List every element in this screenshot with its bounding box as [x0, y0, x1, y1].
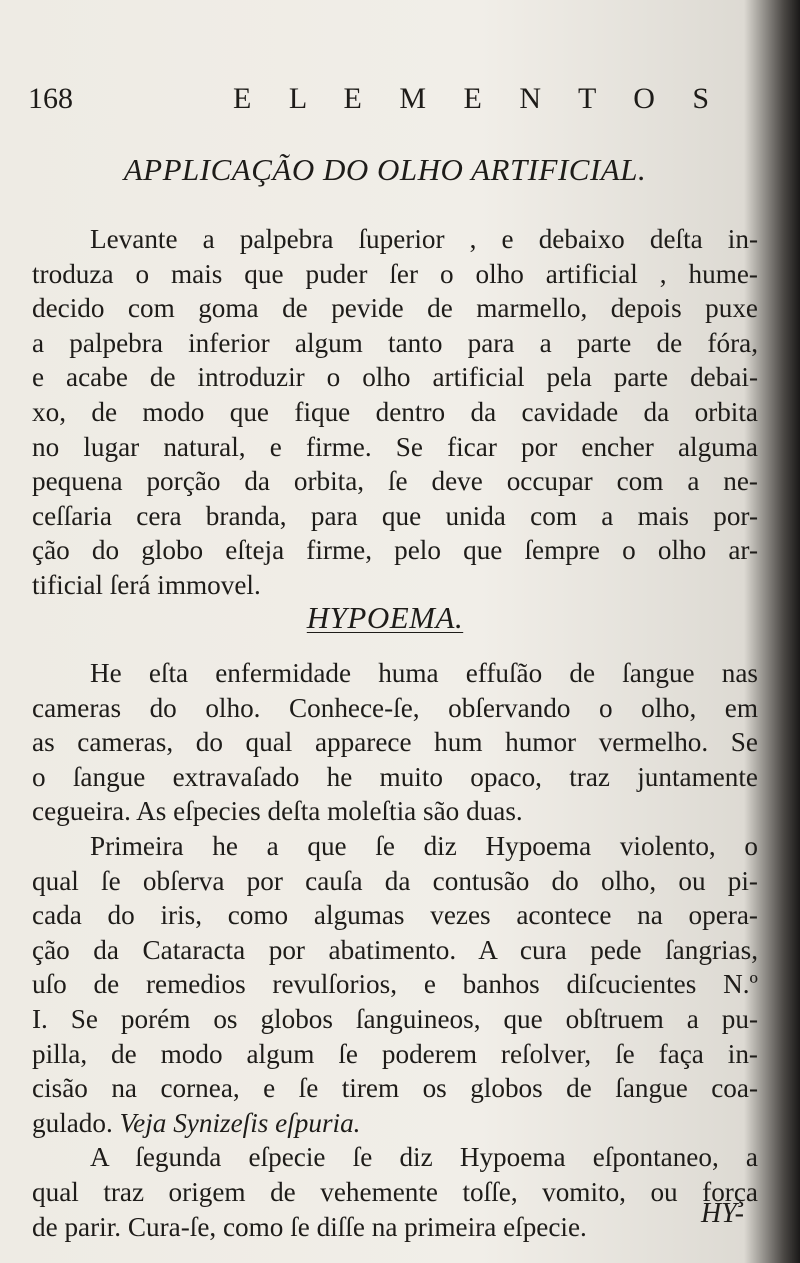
text-line: cisão na cornea, e ſe tirem os globos de ſangue coa-	[32, 1073, 758, 1104]
text-line: qual ſe obſerva por cauſa da contusão do olho, ou pi-	[32, 865, 758, 896]
paragraph	[32, 222, 758, 603]
text-line: A ſegunda eſpecie ſe diz Hypoema eſpontaneo, a	[90, 1142, 758, 1173]
text-line: troduza o mais que puder ſer o olho artificial , hume-	[32, 258, 758, 289]
text-line: tificial ſerá immovel.	[32, 569, 261, 600]
running-head: E L E M E N T O S	[233, 82, 725, 115]
text-line: cegueira. As eſpecies deſta moleſtia são duas.	[32, 796, 523, 827]
text-line: e acabe de introduzir o olho artificial pela parte debai-	[32, 362, 758, 393]
section-body-hypoema	[32, 656, 758, 1244]
page-header	[28, 82, 740, 122]
paragraph	[32, 829, 758, 1140]
text-line: He eſta enfermidade huma effuſão de ſangue nas	[90, 658, 758, 688]
text-line: pilla, de modo algum ſe poderem reſolver, ſe faça in-	[32, 1038, 758, 1069]
section-body-applicacao	[32, 222, 758, 603]
text-line: uſo de remedios revulſorios, e banhos diſcucientes N.º	[32, 969, 758, 1000]
section-title-hypoema: HYPOEMA.	[306, 600, 464, 635]
text-line: ção da Cataracta por abatimento. A cura pede ſangrias,	[32, 934, 758, 965]
cross-reference: Veja Synizeſis eſpuria.	[119, 1107, 361, 1138]
text-line: ção do globo eſteja firme, pelo que ſempre o olho ar-	[32, 535, 758, 566]
paragraph	[32, 1140, 758, 1244]
text-line: o ſangue extravaſado he muito opaco, traz juntamente	[32, 761, 758, 792]
text-line: a palpebra inferior algum tanto para a parte de fóra,	[32, 327, 758, 358]
text-line: decido com goma de pevide de marmello, depois puxe	[32, 293, 758, 324]
text-line: Levante a palpebra ſuperior , e debaixo deſta in-	[90, 224, 758, 254]
text-line: xo, de modo que fique dentro da cavidade da orbita	[32, 396, 758, 427]
paragraph	[32, 656, 758, 829]
page-number: 168	[28, 82, 73, 115]
text-line: pequena porção da orbita, ſe deve occupar com a ne-	[32, 466, 758, 497]
text-line: no lugar natural, e firme. Se ficar por encher alguma	[32, 431, 758, 462]
text-line: cada do iris, como algumas vezes acontece na opera-	[32, 900, 758, 931]
text-line: cameras do olho. Conhece-ſe, obſervando o olho, em	[32, 692, 758, 723]
text-line: qual traz origem de vehemente toſſe, vomito, ou força	[32, 1176, 758, 1207]
text-line	[32, 1106, 758, 1141]
text-line: de parir. Cura-ſe, como ſe diſſe na primeira eſpecie.	[32, 1211, 587, 1242]
text-line: Primeira he a que ſe diz Hypoema violento, o	[90, 830, 758, 861]
section-title-applicacao: APPLICAÇÃO DO OLHO ARTIFICIAL.	[123, 152, 647, 187]
catchword: HY-	[700, 1198, 744, 1229]
text-line: ceſſaria cera branda, para que unida com a mais por-	[32, 500, 758, 531]
text-line: I. Se porém os globos ſanguineos, que obſtruem a pu-	[32, 1003, 758, 1034]
text-line-start: gulado.	[32, 1107, 113, 1138]
text-line: as cameras, do qual apparece hum humor vermelho. Se	[32, 727, 758, 758]
